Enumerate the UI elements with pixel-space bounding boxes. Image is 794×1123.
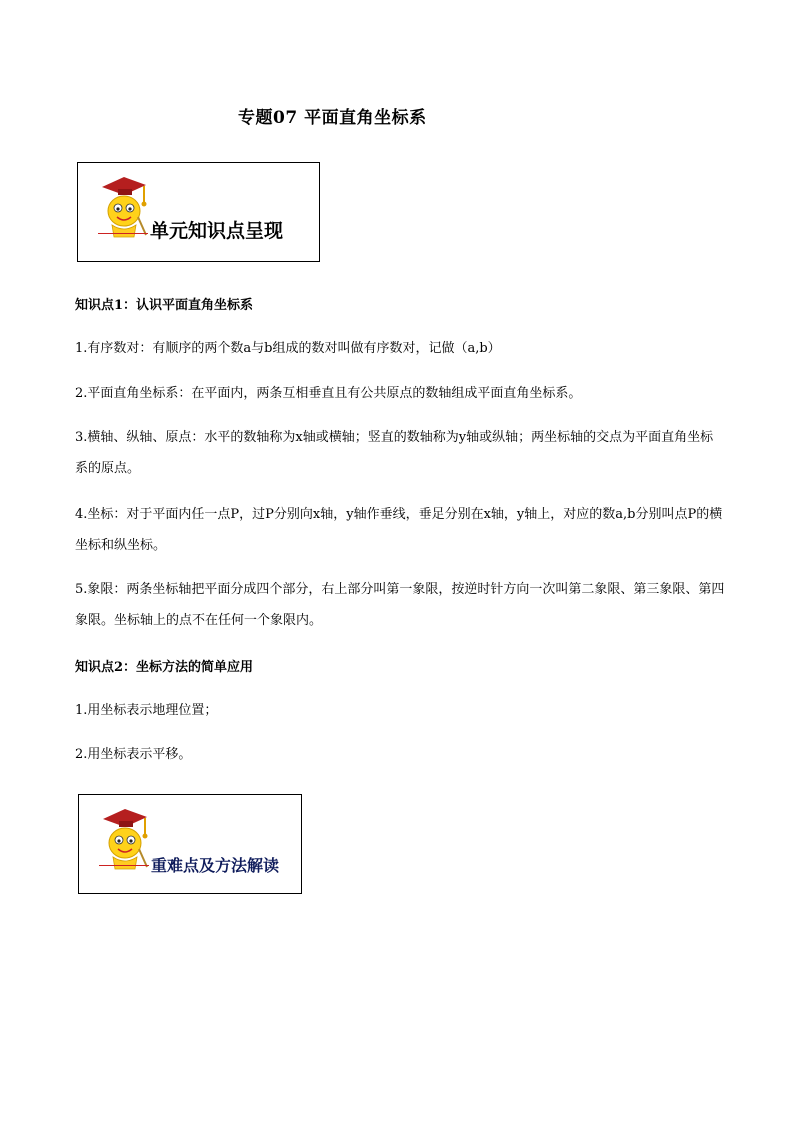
badge-label: 单元知识点呈现 <box>150 220 284 242</box>
page-title: 专题07 平面直角坐标系 <box>238 108 427 128</box>
application-item-2: 2.用坐标表示平移。 <box>75 747 192 762</box>
application-item-1: 1.用坐标表示地理位置； <box>75 703 218 718</box>
section-heading-1: 知识点1：认识平面直角坐标系 <box>75 298 254 313</box>
knowledge-item-5: 5.象限：两条坐标轴把平面分成四个部分，右上部分叫第一象限，按逆时针方向一次叫第二象限、第三象限、第四象限。坐标轴上的点不在任何一个象限内。 <box>75 582 725 628</box>
section-heading-2: 知识点2：坐标方法的简单应用 <box>75 660 254 675</box>
section-badge-methods <box>78 794 302 894</box>
knowledge-item-1: 1.有序数对：有顺序的两个数a与b组成的数对叫做有序数对，记做（a,b） <box>75 341 501 356</box>
knowledge-item-3: 3.横轴、纵轴、原点：水平的数轴称为x轴或横轴；竖直的数轴称为y轴或纵轴；两坐标轴的交点为平面直角坐标系的原点。 <box>75 430 714 476</box>
badge-underline <box>98 233 148 234</box>
badge-underline <box>99 865 149 866</box>
badge-label: 重难点及方法解读 <box>151 856 280 875</box>
knowledge-item-4: 4.坐标：对于平面内任一点P，过P分别向x轴，y轴作垂线，垂足分别在x轴，y轴上，对应的数a,b分别叫点P的横坐标和纵坐标。 <box>75 507 723 553</box>
knowledge-item-2: 2.平面直角坐标系：在平面内，两条互相垂直且有公共原点的数轴组成平面直角坐标系。 <box>75 386 582 401</box>
section-badge-knowledge <box>77 162 320 262</box>
